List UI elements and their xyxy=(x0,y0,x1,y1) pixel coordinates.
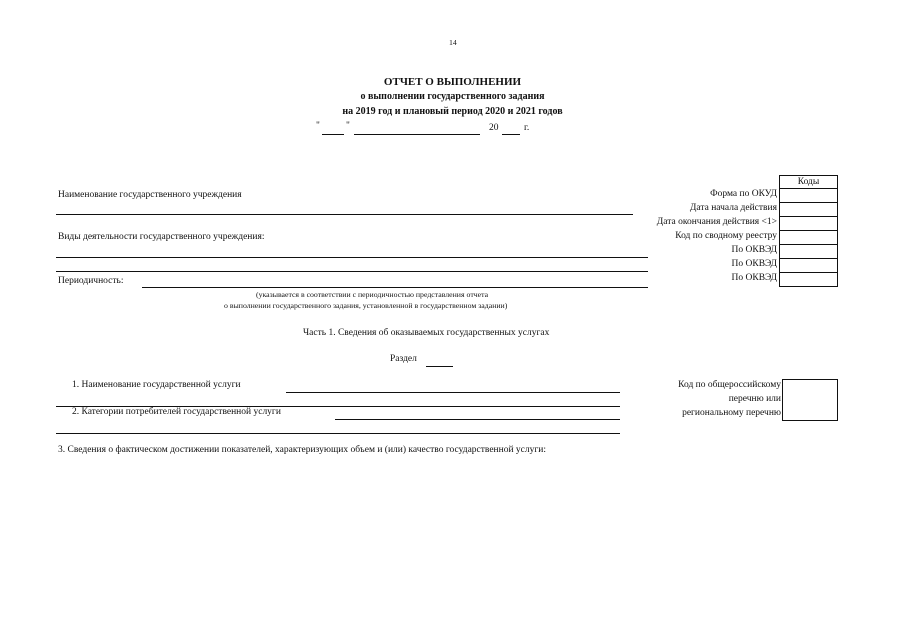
activity-types-line-1[interactable] xyxy=(56,257,648,258)
code-label-okved-2: По ОКВЭД xyxy=(731,259,777,269)
code-cell-okved-2 xyxy=(779,258,838,273)
date-quote-close: " xyxy=(346,121,350,131)
code-cell-end-date xyxy=(779,216,838,231)
code-cell-start-date xyxy=(779,202,838,217)
consumers-line[interactable] xyxy=(335,419,620,420)
code-label-start-date: Дата начала действия xyxy=(689,203,777,213)
institution-name-line[interactable] xyxy=(56,214,633,215)
institution-name-label: Наименование государственного учреждения xyxy=(58,190,242,200)
section-number-blank[interactable] xyxy=(426,366,453,367)
page-number: 14 xyxy=(449,38,457,47)
date-month-blank xyxy=(354,134,480,135)
periodicity-label: Периодичность: xyxy=(58,276,124,286)
service-code-label-1: Код по общероссийскому xyxy=(678,380,781,390)
code-label-registry: Код по сводному реестру xyxy=(675,231,777,241)
indicators-label: 3. Сведения о фактическом достижении показателей, характеризующих объем и (или) качество государственной услуги: xyxy=(58,445,547,455)
code-label-end-date: Дата окончания действия <1> xyxy=(656,217,777,227)
code-cell-registry xyxy=(779,230,838,245)
activity-types-line-2[interactable] xyxy=(56,271,648,272)
date-day-blank xyxy=(322,134,344,135)
report-title: ОТЧЕТ О ВЫПОЛНЕНИИ xyxy=(383,76,522,88)
service-name-line[interactable] xyxy=(286,392,620,393)
date-year-blank xyxy=(502,134,520,135)
consumers-line-2[interactable] xyxy=(56,433,620,434)
service-code-label-2: перечню или xyxy=(728,394,781,404)
consumers-label: 2. Категории потребителей государственной услуги xyxy=(72,407,281,417)
service-name-label: 1. Наименование государственной услуги xyxy=(72,380,241,390)
code-cell-okved-1 xyxy=(779,244,838,259)
date-quote-open: " xyxy=(316,121,320,131)
codes-header: Коды xyxy=(779,175,838,189)
periodicity-note-1: (указывается в соответствии с периодичностью представления отчета xyxy=(256,290,489,299)
periodicity-line[interactable] xyxy=(142,287,648,288)
date-year-suffix: г. xyxy=(524,123,530,133)
report-subtitle: о выполнении государственного задания xyxy=(360,91,545,102)
report-period: на 2019 год и плановый период 2020 и 2021 годов xyxy=(342,106,563,117)
code-label-okved-3: По ОКВЭД xyxy=(731,273,777,283)
code-label-okved-1: По ОКВЭД xyxy=(731,245,777,255)
code-cell-okud xyxy=(779,188,838,203)
code-label-okud: Форма по ОКУД xyxy=(710,189,777,199)
section-label: Раздел xyxy=(390,354,417,364)
date-year-prefix: 20 xyxy=(489,123,499,133)
periodicity-note-2: о выполнении государственного задания, установленной в государственном задании) xyxy=(224,301,508,310)
service-code-label-3: региональному перечню xyxy=(682,408,781,418)
part-title: Часть 1. Сведения об оказываемых государственных услугах xyxy=(303,328,550,338)
code-cell-okved-3 xyxy=(779,272,838,287)
service-code-box[interactable] xyxy=(782,379,838,421)
activity-types-label: Виды деятельности государственного учреждения: xyxy=(58,232,265,242)
